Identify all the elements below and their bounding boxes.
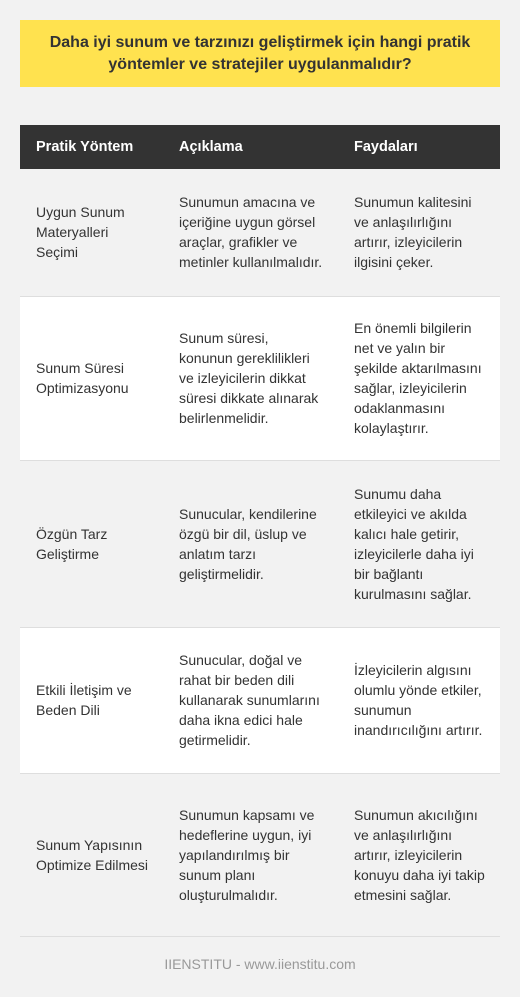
footer-credit: IIENSTITU - www.iienstitu.com — [164, 956, 356, 972]
cell-benefits: İzleyicilerin algısını olumlu yönde etkiler, sunumun inandırıcılığını artırır. — [338, 627, 500, 773]
question-title: Daha iyi sunum ve tarzınızı geliştirmek için hangi pratik yöntemler ve stratejiler uygulanmalıdır? — [49, 33, 471, 73]
cell-description: Sunum süresi, konunun gereklilikleri ve izleyicilerin dikkat süresi dikkate alınarak belirlenmelidir. — [163, 296, 338, 460]
table-row — [20, 460, 500, 627]
table-row — [20, 169, 500, 296]
cell-method: Sunum Süresi Optimizasyonu — [20, 296, 163, 460]
table-row — [20, 627, 500, 773]
table-header-row — [20, 125, 500, 169]
column-header-method: Pratik Yöntem — [20, 125, 163, 169]
cell-benefits: Sunumu daha etkileyici ve akılda kalıcı hale getirir, izleyicilerle daha iyi bir bağlantı kurulmasını sağlar. — [338, 460, 500, 627]
cell-benefits: Sunumun kalitesini ve anlaşılırlığını artırır, izleyicilerin ilgisini çeker. — [338, 169, 500, 296]
question-banner — [20, 20, 500, 87]
cell-description: Sunumun kapsamı ve hedeflerine uygun, iyi yapılandırılmış bir sunum planı oluşturulmalıdır. — [163, 773, 338, 936]
table-row — [20, 773, 500, 936]
methods-table-container — [20, 125, 500, 937]
cell-description: Sunucular, kendilerine özgü bir dil, üslup ve anlatım tarzı geliştirmelidir. — [163, 460, 338, 627]
cell-method: Uygun Sunum Materyalleri Seçimi — [20, 169, 163, 296]
cell-description: Sunucular, doğal ve rahat bir beden dili kullanarak sunumlarını daha ikna edici hale getirmelidir. — [163, 627, 338, 773]
cell-description: Sunumun amacına ve içeriğine uygun görsel araçlar, grafikler ve metinler kullanılmalıdır. — [163, 169, 338, 296]
methods-table — [20, 125, 500, 937]
cell-method: Etkili İletişim ve Beden Dili — [20, 627, 163, 773]
cell-method: Sunum Yapısının Optimize Edilmesi — [20, 773, 163, 936]
cell-benefits: Sunumun akıcılığını ve anlaşılırlığını artırır, izleyicilerin konuyu daha iyi takip etmesini sağlar. — [338, 773, 500, 936]
column-header-description: Açıklama — [163, 125, 338, 169]
table-row — [20, 296, 500, 460]
cell-method: Özgün Tarz Geliştirme — [20, 460, 163, 627]
column-header-benefits: Faydaları — [338, 125, 500, 169]
cell-benefits: En önemli bilgilerin net ve yalın bir şekilde aktarılmasını sağlar, izleyicilerin odaklanmasını kolaylaştırır. — [338, 296, 500, 460]
